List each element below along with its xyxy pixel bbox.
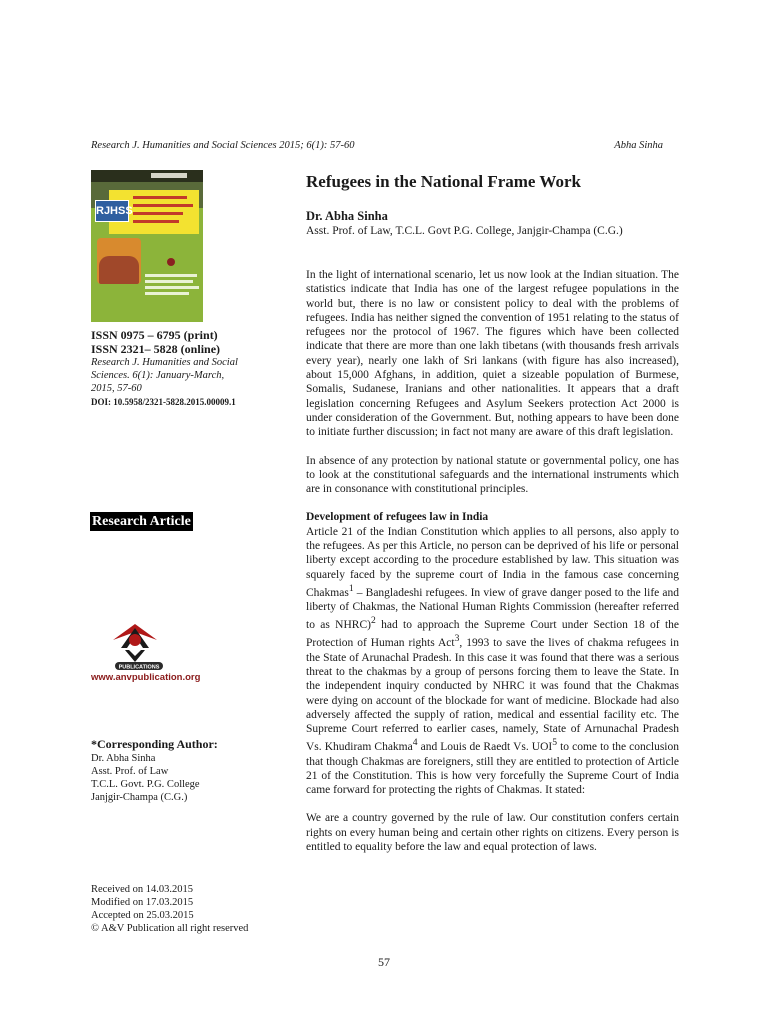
issn-print: ISSN 0975 – 6795 (print) xyxy=(91,328,218,342)
citation-line: 2015, 57-60 xyxy=(91,383,142,394)
cover-text-line xyxy=(133,196,187,199)
issn-online: ISSN 2321– 5828 (online) xyxy=(91,342,221,356)
doi[interactable]: DOI: 10.5958/2321-5828.2015.00009.1 xyxy=(91,397,236,407)
accepted-date: Accepted on 25.03.2015 xyxy=(91,910,194,921)
publications-text: PUBLICATIONS xyxy=(118,664,160,671)
corresponding-author-details xyxy=(91,752,271,804)
section-heading: Development of refugees law in India xyxy=(306,511,489,524)
text-run: , 1993 to save the lives of chakma refugees in the State of Arunachal Pradesh. In this case it was found that there was a serious threat to the chakmas by a group of persons forcing them to leave the State. In the independent inquiry conducted by NHRC it was found that the Chakmas were dying on account of the blockade for want of medicine. Blockade had also adversely affected the supply of ration, medical and essential facility etc. The Supreme Court referred to earlier cases, namely, State of Arnunachal Pradesh Vs. Khudiram Chakma xyxy=(306,637,679,754)
cover-text-strip xyxy=(145,292,189,295)
text-run: Article 21 of the Indian Constitution which applies to all persons, also apply to the refugees. As per this Article, no person can be deprived of his life or personal liberty except according to the procedure established by law. This situation was squarely faced by the supreme court of India in the famous case concerning Chakmas xyxy=(306,525,679,599)
author-affiliation: Asst. Prof. of Law, T.C.L. Govt P.G. College, Janjgir-Champa (C.G.) xyxy=(306,225,623,237)
corresponding-line: Janjgir-Champa (C.G.) xyxy=(91,792,188,803)
modified-date: Modified on 17.03.2015 xyxy=(91,897,194,908)
article-type-badge: Research Article xyxy=(92,514,191,529)
citation xyxy=(91,356,266,395)
cover-logo xyxy=(167,258,175,266)
cover-photo-people xyxy=(99,256,139,284)
header-author: Abha Sinha xyxy=(614,140,663,151)
cover-top-tag xyxy=(151,173,187,178)
issn-block xyxy=(91,328,271,356)
footnote-ref[interactable]: 4 xyxy=(412,737,418,749)
corresponding-line: Dr. Abha Sinha xyxy=(91,753,156,764)
cover-text-strip xyxy=(145,280,193,283)
article-author: Dr. Abha Sinha xyxy=(306,209,388,223)
footnote-ref[interactable]: 3 xyxy=(454,633,460,645)
footnote-ref[interactable]: 5 xyxy=(552,737,558,749)
corresponding-heading: *Corresponding Author: xyxy=(91,737,218,751)
cover-text-line xyxy=(133,212,183,215)
corresponding-line: Asst. Prof. of Law xyxy=(91,766,169,777)
footnote-ref[interactable]: 1 xyxy=(348,582,354,594)
paragraph: In the light of international scenario, let us now look at the Indian situation. The statistics indicate that India has one of the largest refugee populations in the world but, there is no law or consistent policy to deal with the problems of refugees. India has neither signed the convention of 1951 relating to the status of refugees nor the protocol of 1967. The figures which have been collected indicate that there are more than one lakh tibetans (with thousands fresh arrivals every year), nearly one lakh of Sri lankans (with figure has also increased), about 15,000 Afghans, in addition, quiet a sizeable population of Burmese, Somalis, Sudanese, Iranians and other nationalities. It appears that a draft legislation concerning Refugees and Asylum Seekers protection Act 2000 is under consideration of the Government. But, nothing appears to have been done to initiate further discussion; in fact not many are aware of this draft legislation. xyxy=(306,269,679,439)
text-run: – Bangladeshi refugees. In view of grave danger posed to the life and liberty of Chakmas, the National Human Rights Commission (hereafter referred to as NHRC) xyxy=(306,586,679,632)
paragraph: In absence of any protection by national statute or governmental policy, one has to look at the constitutional safeguards and the international instruments which are in consonance with constitutional principles. xyxy=(306,454,679,496)
text-run: had to approach the Supreme Court under Section 18 of the Protection of Human rights Act xyxy=(306,619,679,650)
journal-citation-header: Research J. Humanities and Social Sciences 2015; 6(1): 57-60 xyxy=(91,140,355,151)
cover-text-line xyxy=(133,220,179,223)
paragraph xyxy=(306,525,679,798)
received-date: Received on 14.03.2015 xyxy=(91,884,194,895)
page-number: 57 xyxy=(378,955,390,969)
publisher-url[interactable]: www.anvpublication.org xyxy=(91,672,201,683)
corresponding-line: T.C.L. Govt. P.G. College xyxy=(91,779,200,790)
cover-text-line xyxy=(133,204,193,207)
running-head xyxy=(91,140,663,154)
copyright: © A&V Publication all right reserved xyxy=(91,923,249,934)
cover-abbrev: RJHSS xyxy=(95,200,129,222)
cover-text-strip xyxy=(145,274,197,277)
cover-text-strip xyxy=(145,286,199,289)
article-title: Refugees in the National Frame Work xyxy=(306,172,581,191)
article-body xyxy=(306,268,679,868)
citation-line: Sciences. 6(1): January-March, xyxy=(91,370,225,381)
footnote-ref[interactable]: 2 xyxy=(370,615,376,627)
text-run: to come to the conclusion that though Chakmas are foreigners, still they are entitled to protection of Article 21 of the Constitution. This is how very forcefully the Supreme Court of India came forward for protecting the rights of Chakmas. It stated: xyxy=(306,741,680,797)
av-emblem-icon xyxy=(113,624,157,662)
article-dates xyxy=(91,883,281,935)
paragraph: We are a country governed by the rule of law. Our constitution confers certain rights on every human being and certain other rights on citizens. Every person is entitled to equality before the law and equal protection of laws. xyxy=(306,812,679,853)
journal-cover-image xyxy=(91,170,203,322)
citation-line: Research J. Humanities and Social xyxy=(91,357,238,368)
text-run: and Louis de Raedt Vs. UOI xyxy=(417,741,553,754)
